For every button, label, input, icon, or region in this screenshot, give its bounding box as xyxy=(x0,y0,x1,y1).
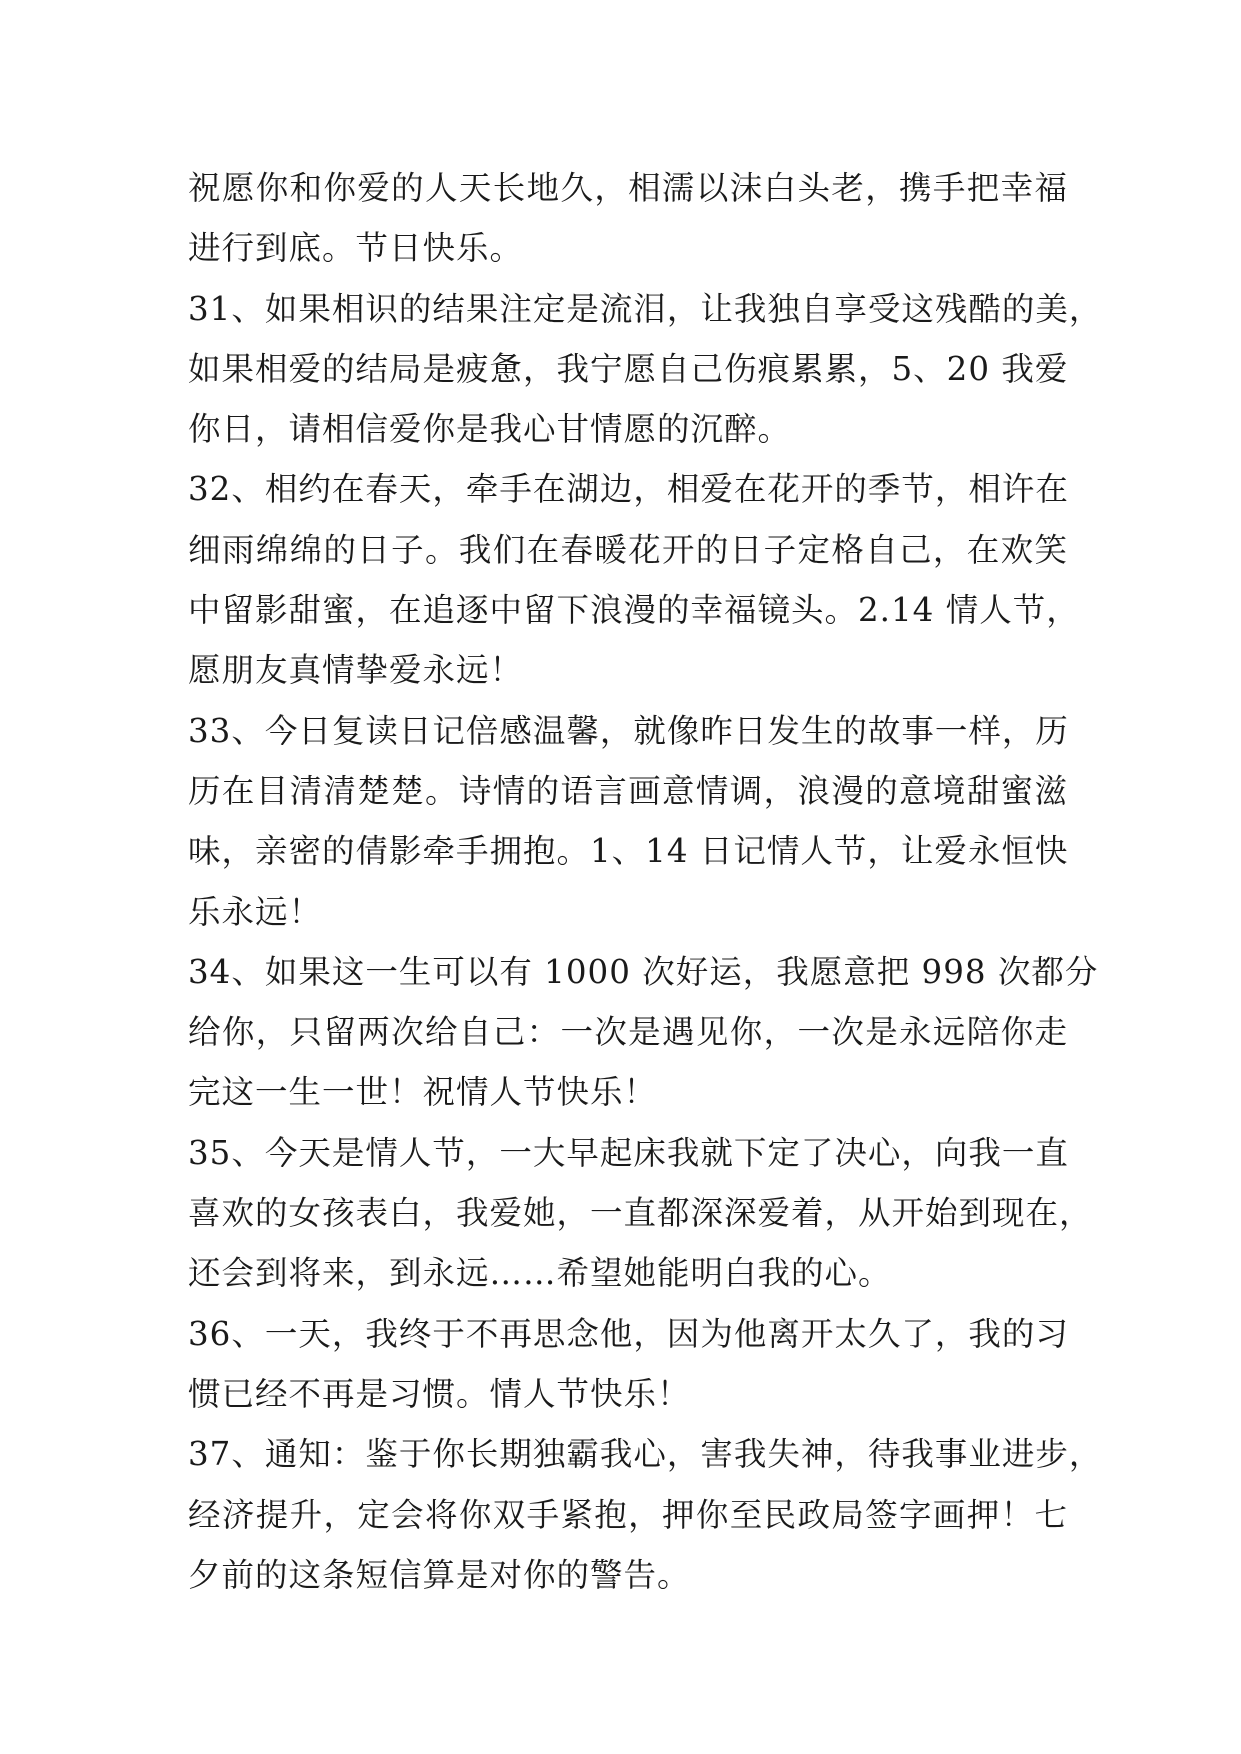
text-line: 祝愿你和你爱的人天长地久，相濡以沫白头老，携手把幸福 xyxy=(188,169,1068,207)
text-line: 如果相爱的结局是疲惫，我宁愿自己伤痕累累，5、20 我爱 xyxy=(188,349,1069,388)
text-line: 乐永远！ xyxy=(188,892,323,931)
text-line: 夕前的这条短信算是对你的警告。 xyxy=(188,1555,691,1594)
text-line: 你日，请相信爱你是我心甘情愿的沉醉。 xyxy=(188,410,792,449)
text-line: 给你，只留两次给自己：一次是遇见你，一次是永远陪你走 xyxy=(188,1013,1068,1052)
text-line: 经济提升，定会将你双手紧抱，押你至民政局签字画押！七 xyxy=(188,1495,1068,1534)
text-line: 进行到底。节日快乐。 xyxy=(188,229,524,268)
text-line: 味，亲密的倩影牵手拥抱。1、14 日记情人节，让爱永恒快 xyxy=(188,832,1069,871)
text-line: 33、今日复读日记倍感温馨，就像昨日发生的故事一样，历 xyxy=(188,711,1069,750)
text-line: 惯已经不再是习惯。情人节快乐！ xyxy=(188,1374,691,1413)
text-line: 36、一天，我终于不再思念他，因为他离开太久了，我的习 xyxy=(188,1314,1069,1353)
text-line: 34、如果这一生可以有 1000 次好运，我愿意把 998 次都分 xyxy=(188,952,1099,991)
text-line: 31、如果相识的结果注定是流泪，让我独自享受这残酷的美， xyxy=(188,289,1103,328)
text-line: 愿朋友真情挚爱永远！ xyxy=(188,651,524,690)
text-line: 还会到将来，到永远……希望她能明白我的心。 xyxy=(188,1254,892,1293)
text-line: 32、相约在春天，牵手在湖边，相爱在花开的季节，相许在 xyxy=(188,470,1069,509)
text-line: 喜欢的女孩表白，我爱她，一直都深深爱着，从开始到现在， xyxy=(188,1194,1093,1233)
text-line: 35、今天是情人节，一大早起床我就下定了决心，向我一直 xyxy=(188,1133,1069,1172)
text-line: 完这一生一世！祝情人节快乐！ xyxy=(188,1073,658,1112)
document-body xyxy=(188,158,1103,1605)
text-line: 37、通知：鉴于你长期独霸我心，害我失神，待我事业进步， xyxy=(188,1435,1103,1474)
text-line: 细雨绵绵的日子。我们在春暖花开的日子定格自己，在欢笑 xyxy=(188,530,1068,569)
text-line: 历在目清清楚楚。诗情的语言画意情调，浪漫的意境甜蜜滋 xyxy=(188,771,1068,810)
text-line: 中留影甜蜜，在追逐中留下浪漫的幸福镜头。2.14 情人节， xyxy=(188,591,1080,630)
